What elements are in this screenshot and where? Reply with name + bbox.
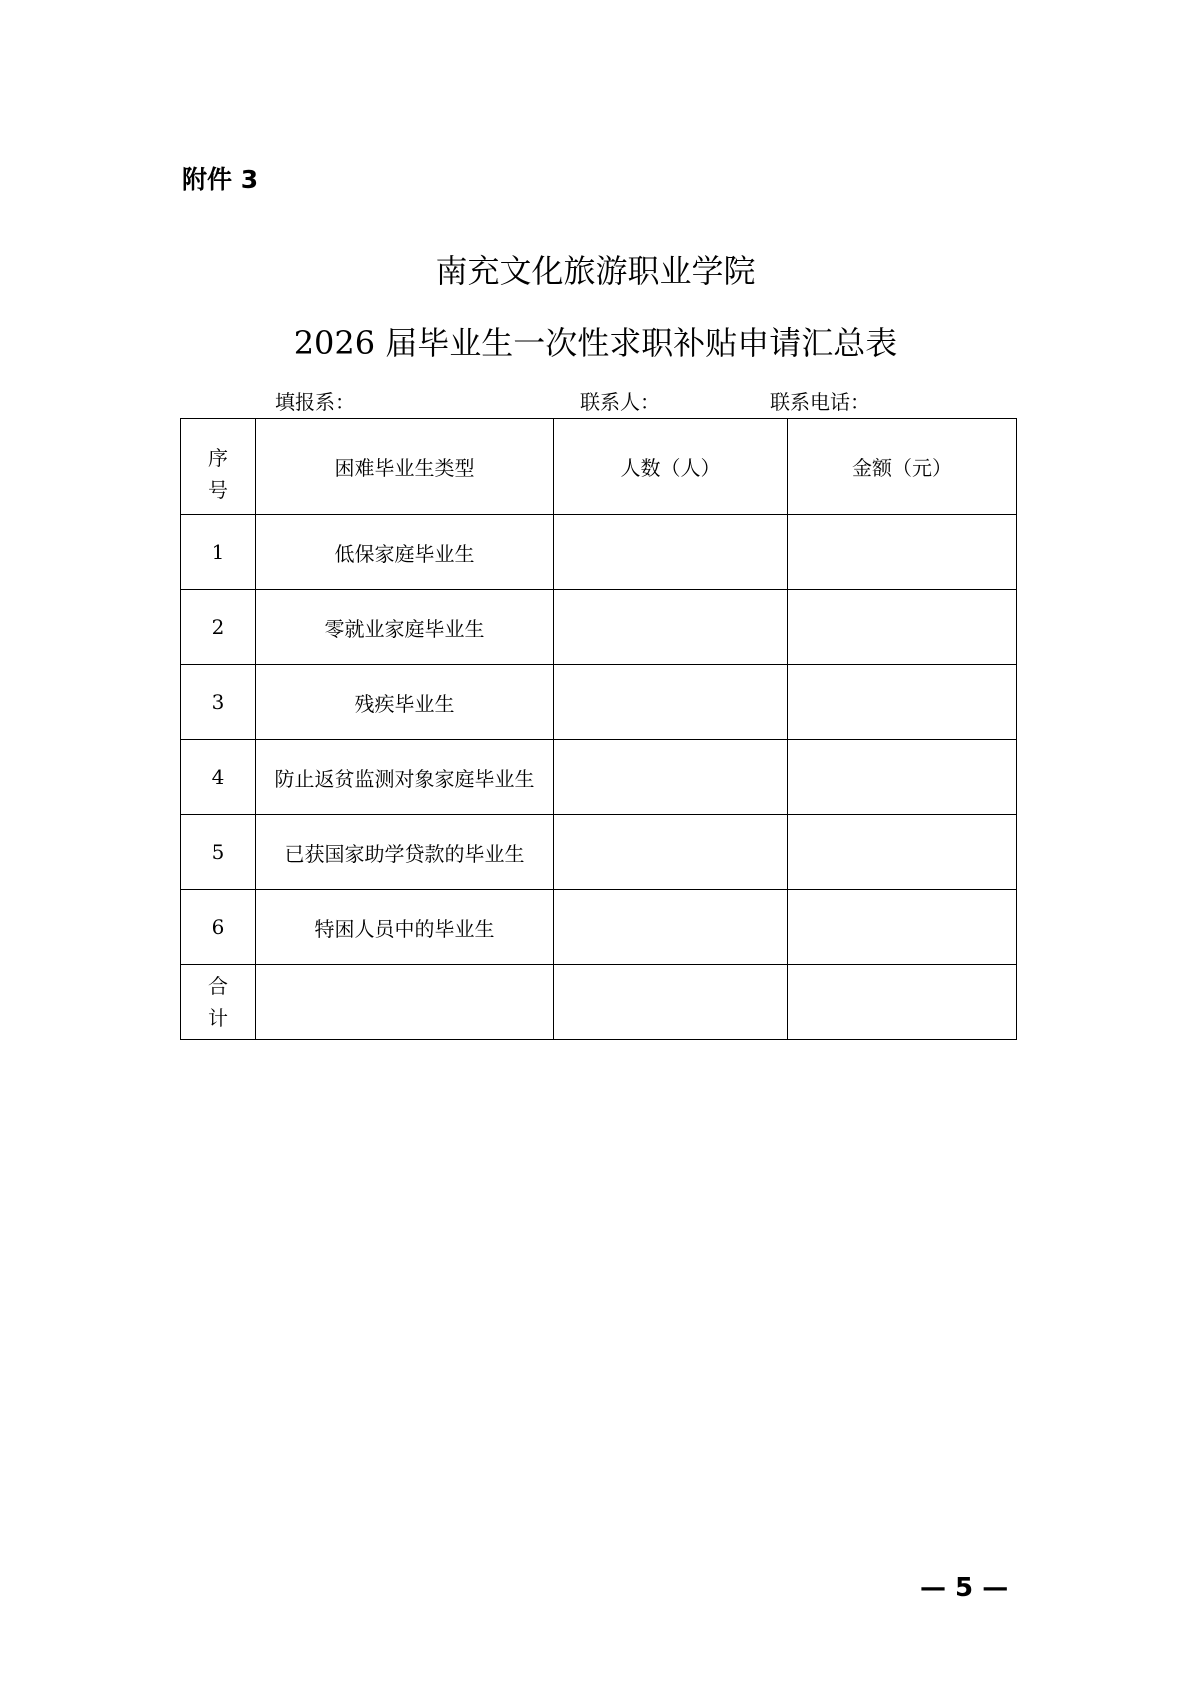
table-row xyxy=(181,515,1017,590)
document-title-school: 南充文化旅游职业学院 xyxy=(435,252,756,290)
header-count-label: 人数（人） xyxy=(620,456,721,480)
row-type-cell: 已获国家助学贷款的毕业生 xyxy=(256,815,554,890)
header-seq-label: 序号 xyxy=(208,445,228,502)
row-seq-cell: 6 xyxy=(181,890,256,965)
row-amount-cell[interactable] xyxy=(788,665,1017,740)
row-count-cell[interactable] xyxy=(554,890,788,965)
row-type-cell: 零就业家庭毕业生 xyxy=(256,590,554,665)
row-count-cell[interactable] xyxy=(554,515,788,590)
page-number: — 5 — xyxy=(920,1573,1009,1603)
subsidy-summary-table xyxy=(180,418,1017,1040)
total-label-cell xyxy=(181,965,256,1040)
row-count-cell[interactable] xyxy=(554,665,788,740)
header-amount-label: 金额（元） xyxy=(852,456,952,480)
row-amount-cell[interactable] xyxy=(788,740,1017,815)
document-title-form: 2026 届毕业生一次性求职补贴申请汇总表 xyxy=(293,324,898,362)
header-cell-count xyxy=(554,419,788,515)
table-total-row xyxy=(181,965,1017,1040)
row-seq-cell: 3 xyxy=(181,665,256,740)
row-seq-cell: 2 xyxy=(181,590,256,665)
row-type-cell: 残疾毕业生 xyxy=(256,665,554,740)
table-row xyxy=(181,815,1017,890)
total-amount-cell[interactable] xyxy=(788,965,1017,1040)
contact-phone-field-label: 联系电话： xyxy=(770,390,870,414)
attachment-label: 附件 3 xyxy=(182,165,259,194)
table-row xyxy=(181,740,1017,815)
row-amount-cell[interactable] xyxy=(788,890,1017,965)
contact-person-field-label: 联系人： xyxy=(580,390,660,414)
table-row xyxy=(181,665,1017,740)
header-type-label: 困难毕业生类型 xyxy=(334,456,475,480)
department-field-label: 填报系： xyxy=(275,390,355,414)
total-type-cell xyxy=(256,965,554,1040)
row-count-cell[interactable] xyxy=(554,590,788,665)
header-cell-type xyxy=(256,419,554,515)
table-row xyxy=(181,590,1017,665)
row-seq-cell: 1 xyxy=(181,515,256,590)
row-type-cell: 特困人员中的毕业生 xyxy=(256,890,554,965)
row-amount-cell[interactable] xyxy=(788,815,1017,890)
row-count-cell[interactable] xyxy=(554,740,788,815)
header-cell-amount xyxy=(788,419,1017,515)
table-row xyxy=(181,890,1017,965)
row-type-cell: 防止返贫监测对象家庭毕业生 xyxy=(256,740,554,815)
header-cell-seq xyxy=(181,419,256,515)
total-label: 合计 xyxy=(208,974,228,1030)
row-seq-cell: 5 xyxy=(181,815,256,890)
row-seq-cell: 4 xyxy=(181,740,256,815)
row-count-cell[interactable] xyxy=(554,815,788,890)
total-count-cell[interactable] xyxy=(554,965,788,1040)
table-header-row xyxy=(181,419,1017,515)
row-type-cell: 低保家庭毕业生 xyxy=(256,515,554,590)
row-amount-cell[interactable] xyxy=(788,590,1017,665)
row-amount-cell[interactable] xyxy=(788,515,1017,590)
